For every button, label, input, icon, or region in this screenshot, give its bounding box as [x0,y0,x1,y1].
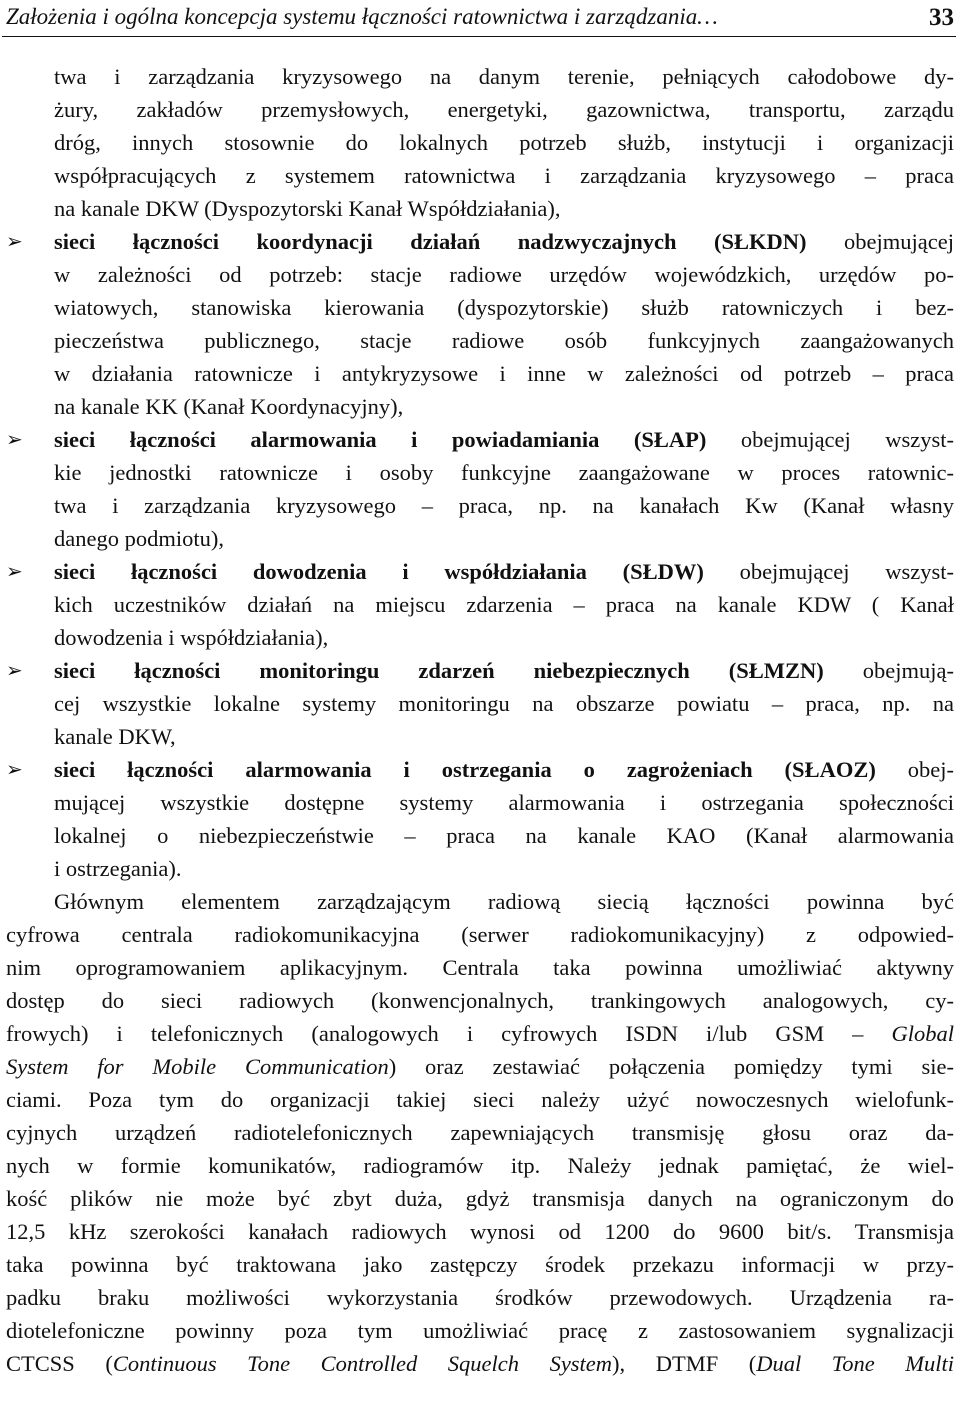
arrowhead-bullet-icon: ➢ [6,660,23,682]
text-line: kość plików nie może być zbyt duża, gdyż transmisja danych na ograniczonym do [6,1186,954,1211]
bullet-term: sieci łączności alarmowania i powiadamiania (SŁAP) [54,427,707,452]
text-line: danego podmiotu), [54,526,224,551]
italic-term: Continuous Tone Controlled Squelch System [112,1351,613,1376]
arrowhead-bullet-icon: ➢ [6,429,23,451]
italic-term: Global [891,1021,954,1046]
bullet-term: sieci łączności monitoringu zdarzeń niebezpiecznych (SŁMZN) [54,658,824,683]
bullet-first-line [54,555,954,589]
text-line [6,1347,954,1381]
text-line: twa i zarządzania kryzysowego na danym terenie, pełniących całodobowe dy- [54,64,954,89]
bullet-term: sieci łączności koordynacji działań nadzwyczajnych (SŁKDN) [54,229,807,254]
text-line: w zależności od potrzeb: stacje radiowe urzędów wojewódzkich, urzędów po- [54,262,954,287]
text-line: padku braku możliwości wykorzystania środków przewodowych. Urządzenia ra- [6,1285,954,1310]
text-line: współpracujących z systemem ratownictwa i zarządzania kryzysowego – praca [54,163,954,188]
bullet-rest: obejmują- [823,658,954,683]
italic-term: Dual Tone Multi [756,1351,955,1376]
text-line: żury, zakładów przemysłowych, energetyki, gazownictwa, transportu, zarządu [54,97,954,122]
text-line: taka powinna być traktowana jako zastępczy środek przekazu informacji w przy- [6,1252,954,1277]
text-segment: frowych) i telefonicznych (analogowych i cyfrowych ISDN i/lub GSM – [6,1021,892,1046]
text-line: dowodzenia i współdziałania), [54,625,329,650]
bullet-first-line [54,423,954,457]
text-segment: CTCSS ( [6,1351,113,1376]
text-line: dostęp do sieci radiowych (konwencjonalnych, trankingowych analogowych, cy- [6,988,954,1013]
text-line: cyjnych urządzeń radiotelefonicznych zapewniających transmisję głosu oraz da- [6,1120,954,1145]
header-title: Założenia i ogólna koncepcja systemu łączności ratownictwa i zarządzania… [6,4,718,29]
text-line: diotelefoniczne powinny poza tym umożliwiać pracę z zastosowaniem sygnalizacji [6,1318,954,1343]
page-number: 33 [929,4,954,31]
text-line: kich uczestników działań na miejscu zdarzenia – praca na kanale KDW ( Kanał [54,592,954,617]
text-line: i ostrzegania). [54,856,182,881]
bullet-rest: obejmującej wszyst- [703,559,954,584]
arrowhead-bullet-icon: ➢ [6,231,23,253]
bullet-first-line [54,753,954,787]
text-line: pieczeństwa publicznego, stacje radiowe osób funkcyjnych zaangażowanych [54,328,954,353]
running-header [6,4,954,34]
bullet-rest: obejmującej [806,229,955,254]
bullet-first-line [54,225,954,259]
text-line [6,1017,954,1051]
bullet-rest: obejmującej wszyst- [706,427,954,452]
text-line: kie jednostki ratownicze i osoby funkcyjne zaangażowane w proces ratownic- [54,460,954,485]
arrowhead-bullet-icon: ➢ [6,759,23,781]
text-line: kanale DKW, [54,724,176,749]
text-line [6,1050,954,1084]
text-segment: ), DTMF ( [612,1351,757,1376]
text-line: nim oprogramowaniem aplikacyjnym. Centrala taka powinna umożliwiać aktywny [6,955,954,980]
arrowhead-bullet-icon: ➢ [6,561,23,583]
text-line: dróg, innych stosownie do lokalnych potrzeb służb, instytucji i organizacji [54,130,954,155]
italic-term: System for Mobile Communication [6,1054,389,1079]
text-line: twa i zarządzania kryzysowego – praca, np. na kanałach Kw (Kanał własny [54,493,954,518]
text-line: cej wszystkie lokalne systemy monitoringu na obszarze powiatu – praca, np. na [54,691,954,716]
text-line: 12,5 kHz szerokości kanałach radiowych wynosi od 1200 do 9600 bit/s. Transmisja [6,1219,954,1244]
text-line: ciami. Poza tym do organizacji takiej sieci należy użyć nowoczesnych wielofunk- [6,1087,954,1112]
bullet-first-line [54,654,954,688]
bullet-term: sieci łączności alarmowania i ostrzegania o zagrożeniach (SŁAOZ) [54,757,876,782]
bullet-rest: obej- [875,757,954,782]
text-line: mującej wszystkie dostępne systemy alarmowania i ostrzegania społeczności [54,790,954,815]
text-segment: ) oraz zestawiać połączenia pomiędzy tymi sie- [388,1054,954,1079]
text-line: na kanale DKW (Dyspozytorski Kanał Współdziałania), [54,196,561,221]
text-line: w działania ratownicze i antykryzysowe i inne w zależności od potrzeb – praca [54,361,954,386]
header-rule [2,36,956,37]
paragraph-first-line: Głównym elementem zarządzającym radiową siecią łączności powinna być [54,889,954,914]
text-line: na kanale KK (Kanał Koordynacyjny), [54,394,404,419]
text-line: nych w formie komunikatów, radiogramów itp. Należy jednak pamiętać, że wiel- [6,1153,954,1178]
text-line: lokalnej o niebezpieczeństwie – praca na kanale KAO (Kanał alarmowania [54,823,954,848]
bullet-term: sieci łączności dowodzenia i współdziałania (SŁDW) [54,559,704,584]
text-line: cyfrowa centrala radiokomunikacyjna (serwer radiokomunikacyjny) z odpowied- [6,922,954,947]
text-line: wiatowych, stanowiska kierowania (dyspozytorskie) służb ratowniczych i bez- [54,295,954,320]
